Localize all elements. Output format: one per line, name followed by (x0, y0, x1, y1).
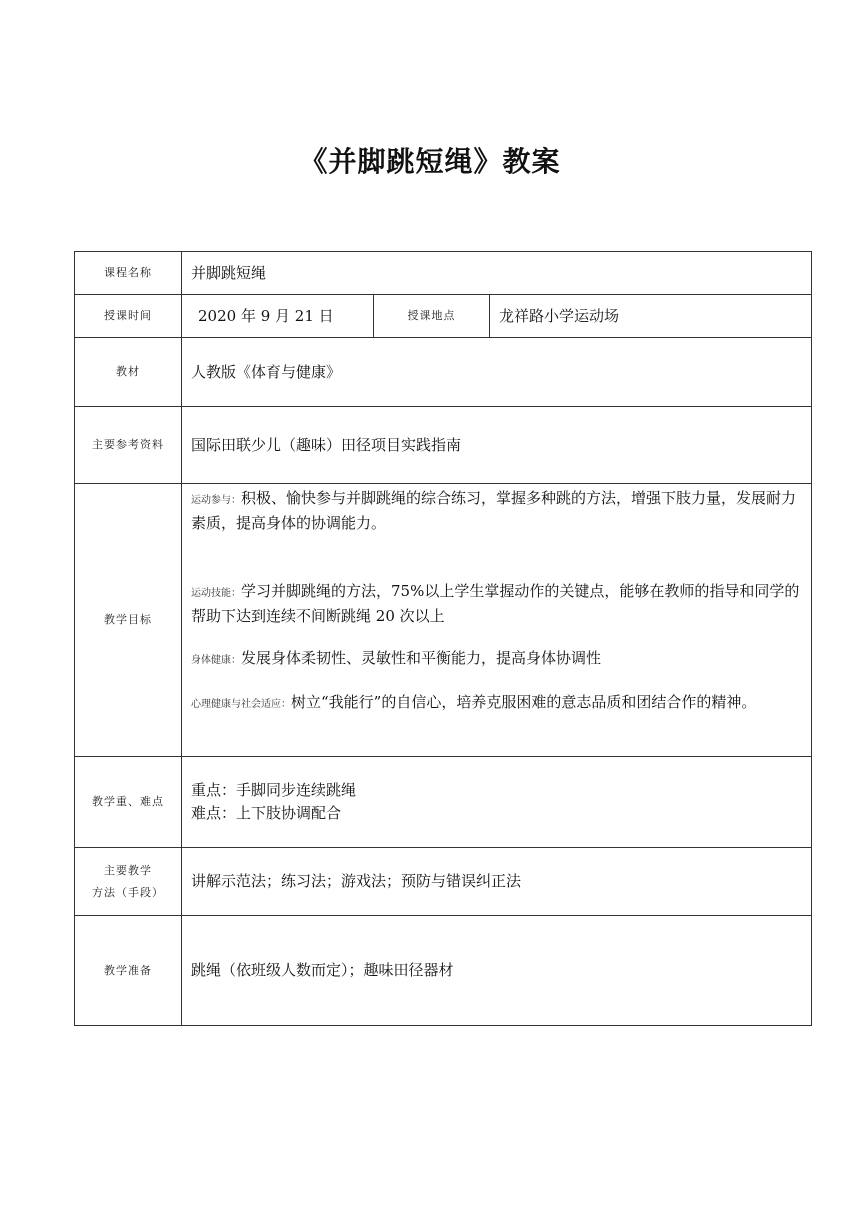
objectives-value (182, 484, 812, 757)
objective-psychology (191, 691, 805, 716)
objective-text: 发展身体柔韧性、灵敏性和平衡能力，提高身体协调性 (241, 649, 602, 667)
course-name-label: 课程名称 (75, 252, 182, 295)
row-material (75, 338, 812, 407)
row-key-points (75, 757, 812, 848)
objective-participation (191, 487, 805, 535)
row-course-name (75, 252, 812, 295)
objective-text: 树立“我能行”的自信心，培养克服困难的意志品质和团结合作的精神。 (291, 693, 757, 711)
material-value: 人教版《体育与健康》 (182, 338, 812, 407)
time-label: 授课时间 (75, 295, 182, 338)
place-label: 授课地点 (374, 295, 490, 338)
page-title: 《并脚跳短绳》教案 (299, 145, 561, 178)
key-points-value (182, 757, 812, 848)
objective-text: 积极、愉快参与并脚跳绳的综合练习，掌握多种跳的方法，增强下肢力量，发展耐力素质，提高身体的协调能力。 (191, 489, 797, 532)
methods-value: 讲解示范法；练习法；游戏法；预防与错误纠正法 (182, 848, 812, 916)
objective-text: 学习并脚跳绳的方法，75%以上学生掌握动作的关键点，能够在教师的指导和同学的帮助下达到连续不间断跳绳 20 次以上 (191, 582, 800, 625)
objectives-label: 教学目标 (75, 484, 182, 757)
preparation-label: 教学准备 (75, 916, 182, 1026)
lesson-plan-table (74, 251, 812, 1026)
methods-label-line: 方法（手段） (92, 885, 164, 899)
objective-tag: 心理健康与社会适应： (191, 699, 291, 710)
time-value: 2020 年 9 月 21 日 (182, 295, 374, 338)
reference-label: 主要参考资料 (75, 407, 182, 484)
row-objectives (75, 484, 812, 757)
objective-health (191, 647, 805, 672)
preparation-value: 跳绳（依班级人数而定）；趣味田径器材 (182, 916, 812, 1026)
objective-skill (191, 580, 805, 628)
methods-label (75, 848, 182, 916)
material-label: 教材 (75, 338, 182, 407)
row-preparation (75, 916, 812, 1026)
objective-tag: 身体健康： (191, 655, 241, 666)
objective-tag: 运动参与： (191, 495, 241, 506)
key-point-line: 重点：手脚同步连续跳绳 (191, 781, 357, 799)
row-reference (75, 407, 812, 484)
row-methods (75, 848, 812, 916)
course-name-value: 并脚跳短绳 (182, 252, 812, 295)
key-points-label: 教学重、难点 (75, 757, 182, 848)
reference-value: 国际田联少儿（趣味）田径项目实践指南 (182, 407, 812, 484)
methods-label-line: 主要教学 (104, 863, 152, 877)
row-time-place (75, 295, 812, 338)
difficult-point-line: 难点：上下肢协调配合 (191, 804, 342, 822)
place-value: 龙祥路小学运动场 (490, 295, 812, 338)
objective-tag: 运动技能： (191, 588, 241, 599)
